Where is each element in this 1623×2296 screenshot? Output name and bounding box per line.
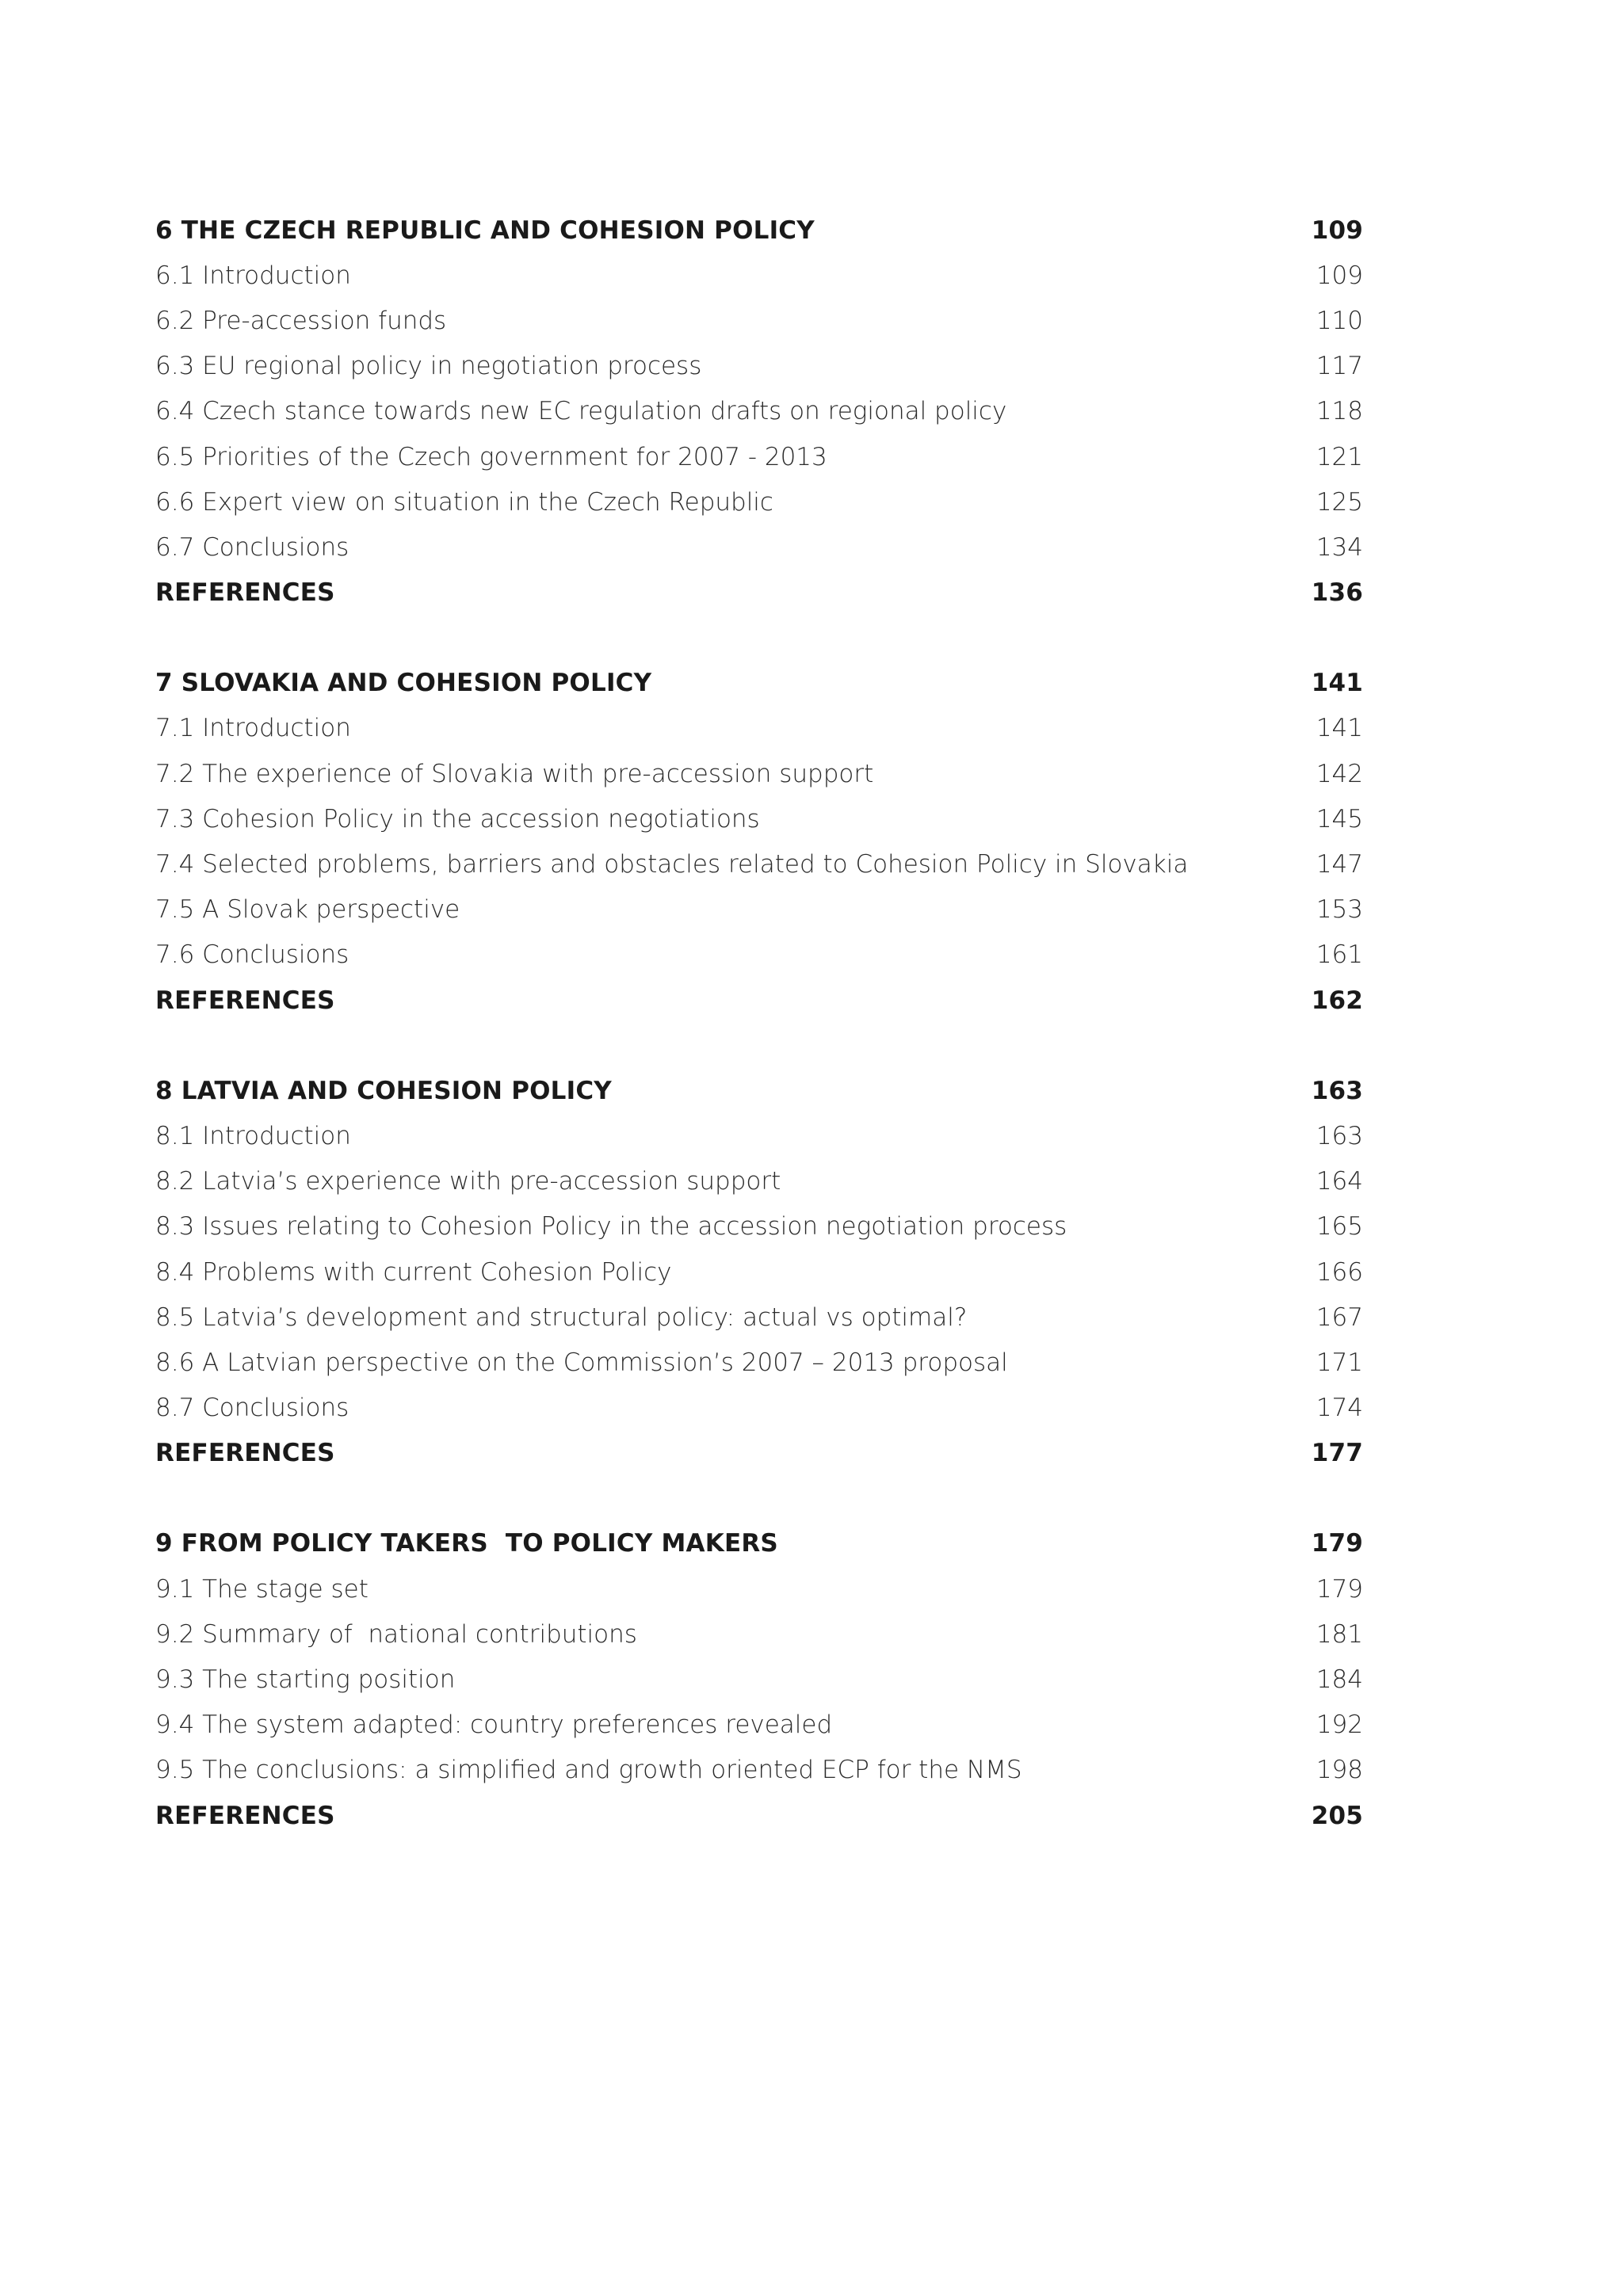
references-page: 177 <box>1311 1439 1363 1468</box>
entry-title: 7.1 Introduction <box>155 714 351 743</box>
entry-page: 163 <box>1316 1121 1363 1150</box>
entry-title: 7.5 A Slovak perspective <box>155 895 460 925</box>
entry-page: 165 <box>1316 1212 1363 1241</box>
references-entry[interactable] <box>155 978 1363 1023</box>
entry-page: 117 <box>1316 352 1363 381</box>
entry-title: 8.2 Latvia’s experience with pre-accession support <box>155 1167 781 1196</box>
toc-entry[interactable] <box>155 1295 1363 1340</box>
entry-page: 184 <box>1316 1665 1363 1695</box>
entry-title: 6.7 Conclusions <box>155 532 349 562</box>
toc-entry[interactable] <box>155 1113 1363 1158</box>
entry-page: 198 <box>1316 1756 1363 1785</box>
toc-entry[interactable] <box>155 1611 1363 1657</box>
references-entry[interactable] <box>155 570 1363 616</box>
entry-title: 9.5 The conclusions: a simplified and growth oriented ECP for the NMS <box>155 1756 1022 1785</box>
entry-page: 161 <box>1316 940 1363 970</box>
entry-page: 118 <box>1316 397 1363 426</box>
entry-title: 7.4 Selected problems, barriers and obstacles related to Cohesion Policy in Slovakia <box>155 850 1189 879</box>
toc-entry[interactable] <box>155 841 1363 887</box>
entry-page: 174 <box>1316 1394 1363 1423</box>
entry-page: 134 <box>1316 532 1363 562</box>
references-page: 136 <box>1311 578 1363 608</box>
chapter-title: 6 THE CZECH REPUBLIC AND COHESION POLICY <box>155 215 815 245</box>
toc-entry[interactable] <box>155 298 1363 343</box>
toc-entry[interactable] <box>155 1159 1363 1204</box>
entry-page: 125 <box>1316 487 1363 517</box>
toc-entry[interactable] <box>155 253 1363 298</box>
entry-title: 6.4 Czech stance towards new EC regulation drafts on regional policy <box>155 397 1007 426</box>
entry-page: 192 <box>1316 1711 1363 1740</box>
entry-page: 179 <box>1316 1574 1363 1604</box>
chapter-heading[interactable] <box>155 208 1363 253</box>
references-title: REFERENCES <box>155 578 335 608</box>
entry-page: 164 <box>1316 1167 1363 1196</box>
toc-entry[interactable] <box>155 434 1363 479</box>
chapter-title: 9 FROM POLICY TAKERS TO POLICY MAKERS <box>155 1529 778 1558</box>
references-entry[interactable] <box>155 1793 1363 1838</box>
chapter-heading[interactable] <box>155 661 1363 706</box>
entry-title: 8.5 Latvia’s development and structural policy: actual vs optimal? <box>155 1302 968 1332</box>
entry-title: 9.2 Summary of national contributions <box>155 1619 637 1649</box>
entry-page: 110 <box>1316 306 1363 335</box>
references-page: 162 <box>1311 986 1363 1015</box>
entry-title: 8.3 Issues relating to Cohesion Policy in the accession negotiation process <box>155 1212 1067 1241</box>
chapter-page: 179 <box>1311 1529 1363 1558</box>
chapter-page: 109 <box>1311 215 1363 245</box>
entry-title: 6.5 Priorities of the Czech government for 2007 - 2013 <box>155 442 827 471</box>
references-title: REFERENCES <box>155 1439 335 1468</box>
toc-entry[interactable] <box>155 933 1363 978</box>
chapter-8 <box>155 1068 1363 1476</box>
references-entry[interactable] <box>155 1431 1363 1476</box>
toc-entry[interactable] <box>155 706 1363 751</box>
entry-page: 153 <box>1316 895 1363 925</box>
entry-page: 181 <box>1316 1619 1363 1649</box>
entry-page: 109 <box>1316 261 1363 290</box>
entry-title: 6.1 Introduction <box>155 261 351 290</box>
table-of-contents <box>155 208 1363 1883</box>
toc-entry[interactable] <box>155 479 1363 524</box>
chapter-page: 163 <box>1311 1076 1363 1105</box>
entry-title: 8.7 Conclusions <box>155 1394 349 1423</box>
entry-title: 7.2 The experience of Slovakia with pre-accession support <box>155 759 874 788</box>
chapter-page: 141 <box>1311 669 1363 698</box>
entry-page: 141 <box>1316 714 1363 743</box>
chapter-title: 7 SLOVAKIA AND COHESION POLICY <box>155 669 652 698</box>
entry-page: 145 <box>1316 804 1363 833</box>
chapter-title: 8 LATVIA AND COHESION POLICY <box>155 1076 612 1105</box>
chapter-heading[interactable] <box>155 1521 1363 1566</box>
toc-entry[interactable] <box>155 1748 1363 1793</box>
entry-title: 6.6 Expert view on situation in the Czech Republic <box>155 487 773 517</box>
entry-title: 8.4 Problems with current Cohesion Policy <box>155 1257 672 1287</box>
references-page: 205 <box>1311 1801 1363 1830</box>
entry-title: 9.3 The starting position <box>155 1665 456 1695</box>
toc-entry[interactable] <box>155 1566 1363 1611</box>
toc-entry[interactable] <box>155 1249 1363 1295</box>
references-title: REFERENCES <box>155 1801 335 1830</box>
toc-entry[interactable] <box>155 344 1363 389</box>
references-title: REFERENCES <box>155 986 335 1015</box>
entry-page: 167 <box>1316 1302 1363 1332</box>
toc-entry[interactable] <box>155 1340 1363 1385</box>
toc-entry[interactable] <box>155 1657 1363 1702</box>
entry-title: 9.4 The system adapted: country preferences revealed <box>155 1711 833 1740</box>
toc-entry[interactable] <box>155 1204 1363 1249</box>
toc-entry[interactable] <box>155 524 1363 570</box>
chapter-heading[interactable] <box>155 1068 1363 1113</box>
entry-page: 147 <box>1316 850 1363 879</box>
entry-page: 166 <box>1316 1257 1363 1287</box>
toc-entry[interactable] <box>155 796 1363 841</box>
entry-title: 6.2 Pre-accession funds <box>155 306 447 335</box>
chapter-6 <box>155 208 1363 616</box>
entry-title: 7.6 Conclusions <box>155 940 349 970</box>
entry-title: 9.1 The stage set <box>155 1574 369 1604</box>
toc-entry[interactable] <box>155 887 1363 933</box>
entry-page: 121 <box>1316 442 1363 471</box>
entry-title: 8.1 Introduction <box>155 1121 351 1150</box>
entry-page: 142 <box>1316 759 1363 788</box>
toc-entry[interactable] <box>155 389 1363 434</box>
chapter-9 <box>155 1521 1363 1838</box>
entry-title: 6.3 EU regional policy in negotiation process <box>155 352 702 381</box>
entry-page: 171 <box>1316 1348 1363 1377</box>
entry-title: 7.3 Cohesion Policy in the accession negotiations <box>155 804 760 833</box>
chapter-7 <box>155 661 1363 1024</box>
toc-entry[interactable] <box>155 751 1363 796</box>
toc-entry[interactable] <box>155 1703 1363 1748</box>
entry-title: 8.6 A Latvian perspective on the Commission’s 2007 – 2013 proposal <box>155 1348 1008 1377</box>
toc-entry[interactable] <box>155 1386 1363 1431</box>
